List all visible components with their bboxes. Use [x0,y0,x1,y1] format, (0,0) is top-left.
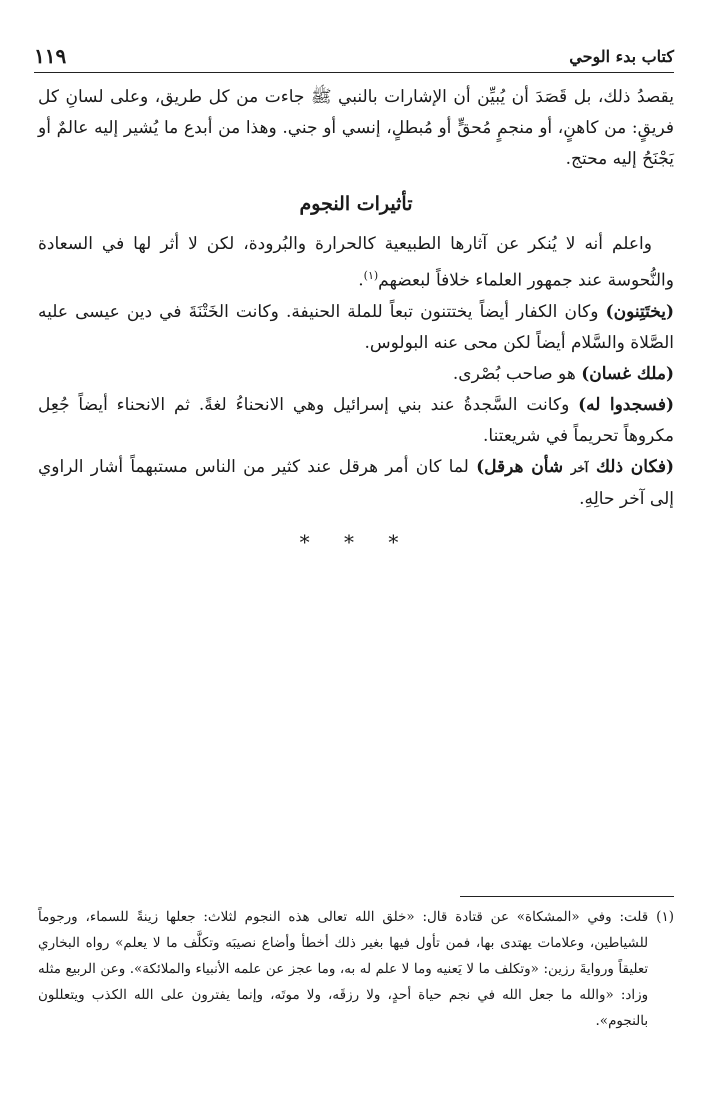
section-heading: تأثيرات النجوم [299,193,413,215]
gloss-term: (ملك غسان) [581,363,674,384]
footnote-text: قلت: وفي «المشكاة» عن قتادة قال: «خلق الله تعالى هذه النجوم لثلاث: جعلها زينةً للسماء، ورجوماً للشياطين، وعلامات يهتدى بها، فمن تأول فيها بغير ذلك أخطأ وأضاع نصيبَه وتكلَّف ما لا يعلم» رواه البخاري تعليقاً وروايةَ رزين: «وتكلف ما لا يَعنيه وما لا علم له به، وما عجز عن علمه الأنبياء والملائكة». وعن الربيع مثله وزاد: «والله ما جعل الله في نجم حياة أحدٍ، ولا رزقَه، ولا موتَه، وإنما يفترون على الله الكذب ويتعللون بالنجوم». [38,909,649,1029]
footnote-marker: (١) [363,269,379,282]
paragraph-ghassan [38,359,674,390]
paragraph-stars-effects: واعلم أنه لا يُنكر عن آثارها الطبيعية كالحرارة والبُرودة، لكن لا أثر لها في السعادة والنُّحوسة عند جمهور العلماء خلافاً لبعضهم$^{(١)}$. [38,234,674,291]
paragraph-text: واعلم أنه لا يُنكر عن آثارها الطبيعية كالحرارة والبُرودة، لكن لا أثر لها في السعادة والنُّحوسة عند جمهور العلماء خلافاً لبعضهم [38,234,674,291]
gloss-term-part: شأن هرقل) [476,456,571,477]
gloss-text: لما كان أمر هرقل عند كثير من الناس مستبهماً أشار الراوي إلى آخر حالِهِ. [38,456,674,509]
paragraph-circumcision [38,297,674,359]
gloss-term [476,457,674,477]
gloss-term-part: (فكان ذلك [588,456,674,477]
paragraph-continuation: يقصدُ ذلك، بل قَصَدَ أن يُبيِّن أن الإشارات بالنبي ﷺ جاءت من كل طريق، وعلى لسانِ كل فريقٍ: من كاهنٍ، أو منجمٍ مُحقٍّ أو مُبطلٍ، إنسي أو جني. وهذا من أبدع ما يُشير إليه عالمٌ أو يَجْنَحُ إليه محتج. [38,87,674,169]
gloss-term-variant: آخر [570,460,589,475]
gloss-text: هو صاحب بُصْرى. [452,363,582,384]
footnote [38,904,674,1034]
gloss-term: (فسجدوا له) [578,394,675,415]
running-title: كتاب بدء الوحي [569,46,674,66]
page-header [34,42,674,70]
header-rule [34,72,674,73]
gloss-text: وكان الكفار أيضاً يختتنون تبعاً للملة الحنيفة. وكانت الخَتْنَةَ في دين عيسى عليه الصَّلاة والسَّلام أيضاً لكن محى عنه البولوس. [38,301,674,353]
footnote-number: (١) [656,909,674,925]
main-text [38,82,674,558]
page-number: ١١٩ [34,44,67,68]
paragraph-prostration [38,390,674,452]
gloss-text: وكانت السَّجدةُ عند بني إسرائيل وهي الانحناءُ لغةً. ثم الانحناء أيضاً جُعِل مكروهاً تحريماً في شريعتنا. [38,394,674,446]
footnote-rule [460,896,674,897]
gloss-term: (يختَتِنون) [605,301,674,322]
paragraph-heraclius [38,452,674,515]
section-divider-stars: * * * [299,529,413,554]
